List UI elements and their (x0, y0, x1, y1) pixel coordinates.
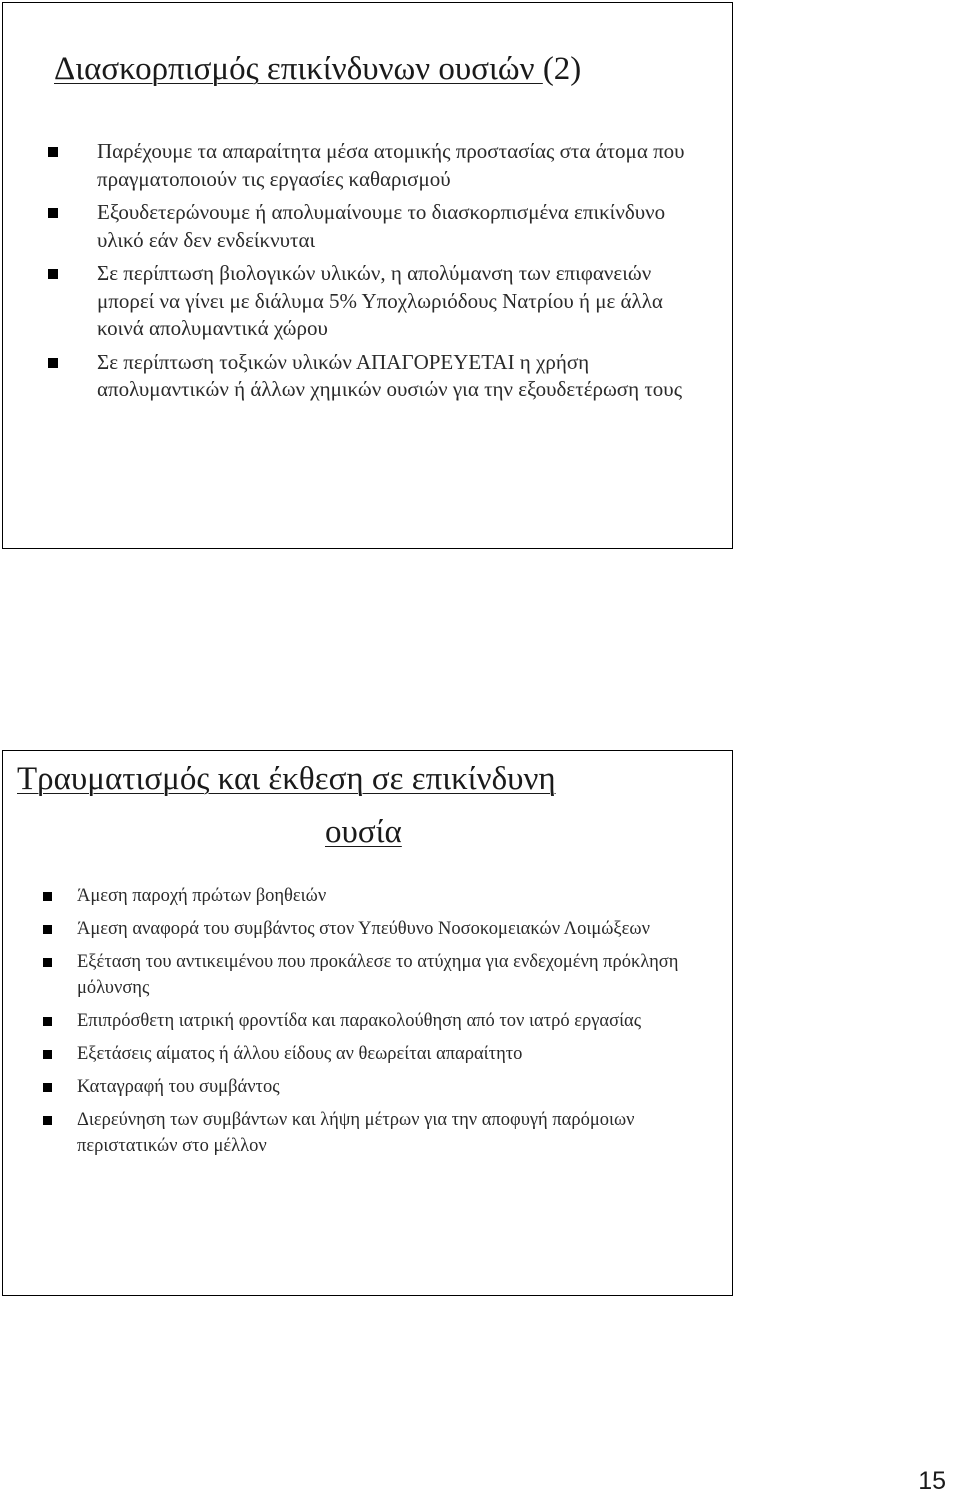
slide-1-bullet-item (97, 260, 707, 343)
page-number: 15 (918, 1467, 946, 1495)
square-bullet-icon (43, 1116, 52, 1125)
slide-2-title-line1: Τραυματισμός και έκθεση σε επικίνδυνη (17, 761, 556, 797)
slide-1-title-suffix: (2) (542, 51, 582, 87)
slide-1 (2, 2, 733, 549)
bullet-text: Εξουδετερώνουμε ή απολυμαίνουμε το διασκορπισμένα επικίνδυνο υλικό εάν δεν ενδείκνυται (97, 200, 666, 252)
bullet-text: Εξέταση του αντικειμένου που προκάλεσε το ατύχημα για ενδεχομένη πρόκληση μόλυνσης (77, 952, 679, 998)
slide-2-title-line2: ουσία (325, 814, 402, 850)
slide-1-bullet-list (97, 138, 707, 410)
bullet-text: Καταγραφή του συμβάντος (77, 1077, 280, 1097)
bullet-text: Σε περίπτωση τοξικών υλικών ΑΠΑΓΟΡΕΥΕΤΑΙ η χρήση απολυμαντικών ή άλλων χημικών ουσιών για την εξουδετέρωση τους (97, 349, 683, 401)
square-bullet-icon (43, 1017, 52, 1026)
square-bullet-icon (43, 892, 52, 901)
slide-2-bullet-item (77, 883, 707, 909)
bullet-text: Εξετάσεις αίματος ή άλλου είδους αν θεωρείται απαραίτητο (77, 1044, 523, 1064)
slide-1-bullet-item (97, 199, 707, 254)
square-bullet-icon (43, 958, 52, 967)
square-bullet-icon (48, 358, 58, 368)
slide-2-bullet-item (77, 1107, 707, 1159)
slide-1-title-main: Διασκορπισμός επικίνδυνων ουσιών (54, 51, 543, 87)
slide-2 (2, 750, 733, 1296)
slide-2-bullet-item (77, 1008, 707, 1034)
square-bullet-icon (48, 147, 58, 157)
bullet-text: Παρέχουμε τα απαραίτητα μέσα ατομικής προστασίας στα άτομα που πραγματοποιούν τις εργασίες καθαρισμού (97, 139, 685, 191)
slide-2-bullet-item (77, 1074, 707, 1100)
slide-2-bullet-list (77, 883, 707, 1166)
slide-2-title (3, 753, 703, 859)
square-bullet-icon (48, 269, 58, 279)
bullet-text: Διερεύνηση των συμβάντων και λήψη μέτρων για την αποφυγή παρόμοιων περιστατικών στο μέλλον (77, 1110, 635, 1156)
slide-2-bullet-item (77, 1041, 707, 1067)
slide-1-bullet-item (97, 138, 707, 193)
bullet-text: Άμεση αναφορά του συμβάντος στον Υπεύθυνο Νοσοκομειακών Λοιμώξεων (77, 919, 650, 939)
bullet-text: Σε περίπτωση βιολογικών υλικών, η απολύμανση των επιφανειών μπορεί να γίνει με διάλυμα 5% Υποχλωριόδους Νατρίου ή με άλλα κοινά απολυμαντικά χώρου (97, 261, 663, 340)
square-bullet-icon (43, 1083, 52, 1092)
square-bullet-icon (43, 925, 52, 934)
slide-2-bullet-item (77, 949, 707, 1001)
slide-1-title (54, 49, 581, 89)
slide-1-bullet-item (97, 349, 707, 404)
bullet-text: Άμεση παροχή πρώτων βοηθειών (77, 886, 327, 906)
slide-2-bullet-item (77, 916, 707, 942)
square-bullet-icon (43, 1050, 52, 1059)
bullet-text: Επιπρόσθετη ιατρική φροντίδα και παρακολούθηση από τον ιατρό εργασίας (77, 1011, 642, 1031)
square-bullet-icon (48, 208, 58, 218)
